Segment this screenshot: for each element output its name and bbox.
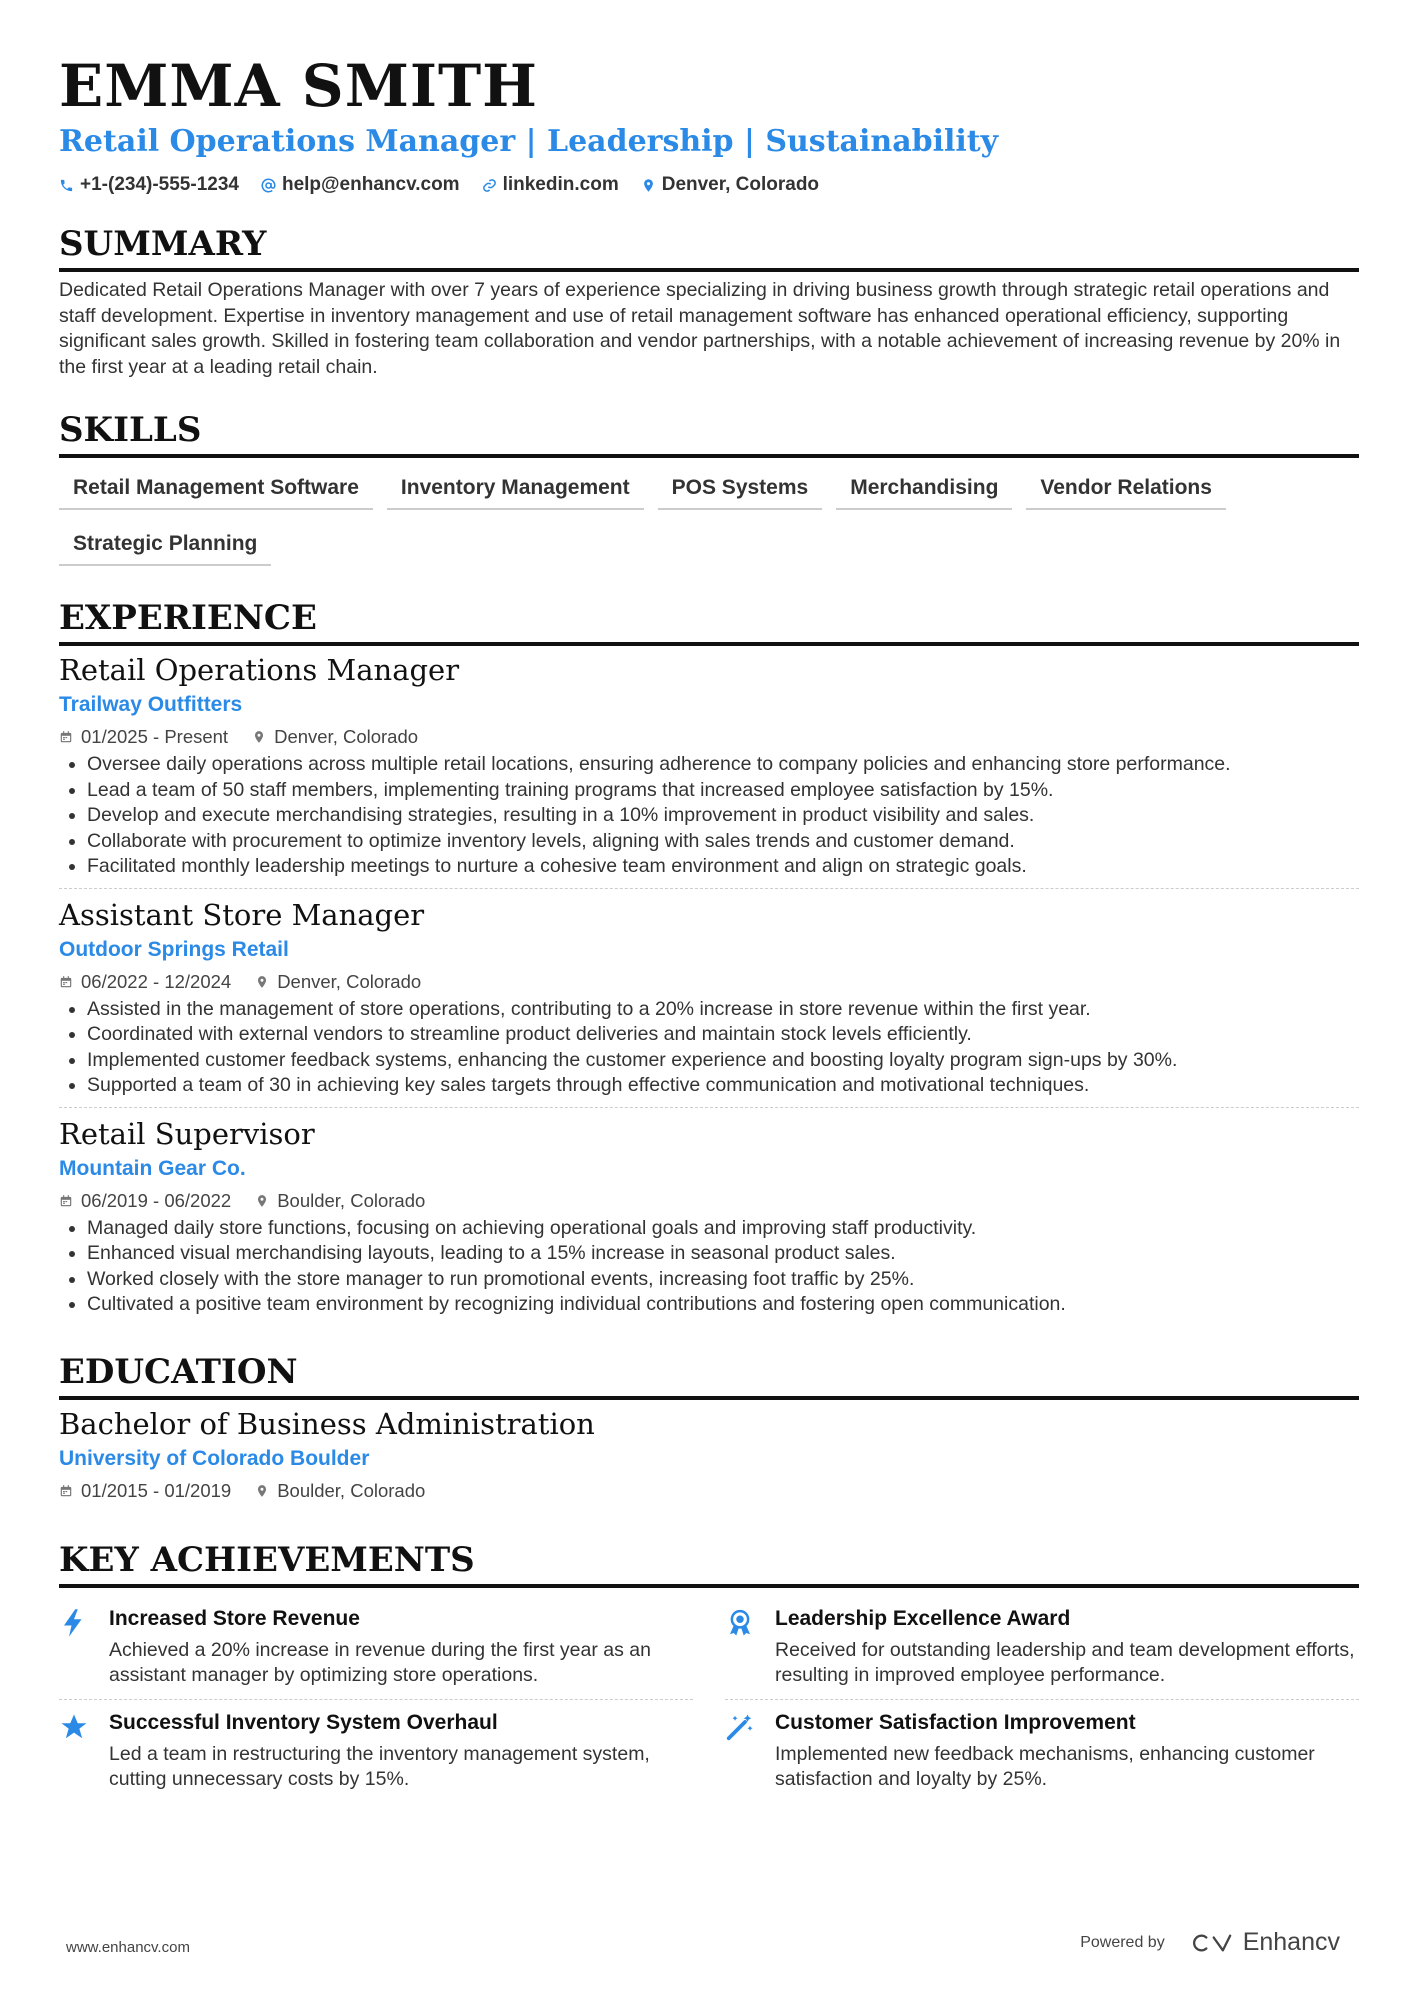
job-meta [59,1186,1359,1216]
achievement-item [59,1700,693,1803]
bullet-item: • Collaborate with procurement to optimize inventory levels, aligning with sales trends and customer demand. [87,829,1359,855]
powered-by-label: Powered by [1080,1933,1165,1951]
skill-tag: Merchandising [836,470,1012,510]
achievement-title: Successful Inventory System Overhaul [109,1710,498,1734]
job-title: Assistant Store Manager [59,897,425,932]
bullet-item: • Implemented customer feedback systems, enhancing the customer experience and boosting loyalty program sign-ups by 30%. [87,1048,1359,1074]
achievement-item [59,1596,693,1699]
summary-text: Dedicated Retail Operations Manager with over 7 years of experience specializing in driving business growth through strategic retail operations and staff development. Expertise in inventory management and use of retail management software has enhanced operational efficiency, supporting significant sales growth. Skilled in fostering team collaboration and vendor partnerships, with a notable achievement of increasing revenue by 20% in the first year at a leading retail chain. [59,279,1341,378]
calendar-icon [59,1484,73,1498]
achievement-cell [59,1596,693,1700]
footer-branding [1080,1928,1340,1957]
linkedin-text: linkedin.com [502,174,619,195]
job-entry [59,1114,1359,1322]
job-dates [59,1186,231,1216]
job-dates [59,722,228,752]
achievements-grid [59,1596,1359,1803]
skill-tag: Vendor Relations [1026,470,1226,510]
job-meta [59,722,1359,752]
job-dates-text: 06/2022 - 12/2024 [81,970,232,992]
education-dates [59,1476,231,1506]
company-name[interactable]: Mountain Gear Co. [59,1156,246,1180]
section-title-skills: SKILLS [59,408,1359,458]
footer-website[interactable]: www.enhancv.com [66,1939,190,1956]
location-text: Denver, Colorado [661,174,820,195]
school-name[interactable]: University of Colorado Boulder [59,1446,370,1470]
contact-linkedin[interactable] [482,174,619,196]
award-ribbon-icon [725,1608,755,1638]
experience-section [59,596,1359,1322]
location-icon [641,178,656,193]
location-icon [255,975,269,989]
skills-section [59,408,1359,566]
achievement-desc: Implemented new feedback mechanisms, enhancing customer satisfaction and loyalty by 25%. [775,1742,1315,1790]
education-section [59,1350,1359,1506]
job-location [252,722,418,752]
job-location-text: Denver, Colorado [274,726,419,747]
company-name[interactable]: Trailway Outfitters [59,693,243,716]
skill-tag: Inventory Management [387,470,644,510]
at-icon [261,178,276,193]
education-dates-text: 01/2015 - 01/2019 [81,1479,232,1501]
skill-tag: Retail Management Software [59,470,373,510]
bullet-item: • Lead a team of 50 staff members, implementing training programs that increased employee satisfaction by 15%. [87,778,1359,804]
contact-location [641,174,819,196]
skill-tag: POS Systems [658,470,823,510]
job-bullets [59,997,1359,1099]
divider [59,1107,1359,1108]
lightning-icon [59,1608,89,1638]
calendar-icon [59,975,73,989]
skill-tag: Strategic Planning [59,526,271,566]
candidate-name: EMMA SMITH [59,52,538,120]
achievement-item [725,1596,1359,1699]
achievement-cell [725,1596,1359,1700]
contact-phone[interactable] [59,174,239,196]
job-title: Retail Supervisor [59,1116,315,1151]
job-location-text: Denver, Colorado [277,970,422,992]
achievement-desc: Received for outstanding leadership and team development efforts, resulting in improved employee performance. [775,1638,1355,1686]
section-title-education: EDUCATION [59,1350,1359,1400]
achievements-section [59,1538,1359,1803]
skills-list [59,470,1359,566]
achievement-cell [59,1700,693,1803]
summary-section [59,222,1359,380]
bullet-item: • Coordinated with external vendors to streamline product deliveries and maintain stock levels efficiently. [87,1022,1359,1048]
bullet-item: • Develop and execute merchandising strategies, resulting in a 10% improvement in product visibility and sales. [87,803,1359,829]
bullet-item: • Managed daily store functions, focusing on achieving operational goals and improving staff productivity. [87,1216,1359,1242]
degree-title: Bachelor of Business Administration [59,1406,595,1441]
bullet-item: • Enhanced visual merchandising layouts, leading to a 15% increase in seasonal product sales. [87,1241,1359,1267]
job-dates-text: 06/2019 - 06/2022 [81,1189,232,1211]
company-name[interactable]: Outdoor Springs Retail [59,937,289,961]
contact-email[interactable] [261,174,460,196]
job-dates-text: 01/2025 - Present [81,726,229,747]
job-location-text: Boulder, Colorado [277,1189,426,1211]
achievement-desc: Led a team in restructuring the inventory management system, cutting unnecessary costs by 15%. [109,1742,650,1790]
enhancv-logo-icon [1187,1932,1233,1954]
achievement-item [725,1700,1359,1803]
achievement-cell [725,1700,1359,1803]
contact-bar [59,174,1359,196]
divider [59,888,1359,889]
job-bullets [59,752,1359,880]
section-title-experience: EXPERIENCE [59,596,1359,646]
achievement-title: Customer Satisfaction Improvement [775,1710,1136,1734]
enhancv-logo-text: Enhancv [1242,1928,1340,1956]
job-meta [59,967,1359,997]
star-icon [59,1712,89,1742]
location-icon [255,1484,269,1498]
bullet-item: • Assisted in the management of store operations, contributing to a 20% increase in store revenue within the first year. [87,997,1359,1023]
location-icon [255,1194,269,1208]
bullet-item: • Cultivated a positive team environment by recognizing individual contributions and fostering open communication. [87,1292,1359,1318]
calendar-icon [59,730,73,744]
job-bullets [59,1216,1359,1318]
achievement-desc: Achieved a 20% increase in revenue during the first year as an assistant manager by optimizing store operations. [109,1638,651,1686]
phone-icon [59,178,74,193]
email-text: help@enhancv.com [281,174,460,195]
education-location-text: Boulder, Colorado [277,1479,426,1501]
education-meta [59,1476,1359,1506]
location-icon [252,730,266,744]
section-title-achievements: KEY ACHIEVEMENTS [59,1538,1359,1588]
headline: Retail Operations Manager | Leadership | Sustainability [59,124,999,159]
job-entry [59,895,1359,1103]
phone-text: +1-(234)-555-1234 [80,174,239,195]
job-dates [59,967,231,997]
section-title-summary: SUMMARY [59,222,1359,272]
calendar-icon [59,1194,73,1208]
enhancv-logo[interactable] [1187,1928,1340,1957]
bullet-item: • Facilitated monthly leadership meetings to nurture a cohesive team environment and align on strategic goals. [87,854,1359,880]
job-location [255,967,421,997]
bullet-item: • Supported a team of 30 in achieving key sales targets through effective communication and motivational techniques. [87,1073,1359,1099]
achievement-title: Increased Store Revenue [109,1606,360,1630]
bullet-item: • Oversee daily operations across multiple retail locations, ensuring adherence to company policies and enhancing store performance. [87,752,1359,778]
education-location [255,1476,425,1506]
bullet-item: • Worked closely with the store manager to run promotional events, increasing foot traffic by 25%. [87,1267,1359,1293]
achievement-title: Leadership Excellence Award [775,1606,1071,1630]
job-title: Retail Operations Manager [59,653,460,687]
link-icon [482,178,497,193]
magic-wand-icon [725,1712,755,1742]
job-location [255,1186,425,1216]
job-entry [59,650,1359,884]
